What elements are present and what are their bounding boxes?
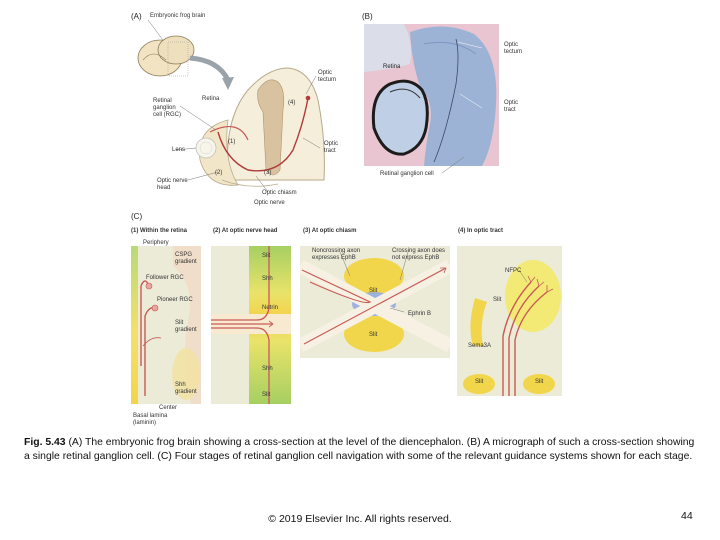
- s2-netrin: Netrin: [262, 305, 279, 311]
- label-n4: (4): [288, 100, 296, 106]
- s2-shh-top: Shh: [262, 276, 273, 282]
- s3-crossing: Crossing axon does not express EphB: [392, 248, 446, 261]
- stage-2-diagram: [211, 246, 291, 404]
- s1-center: Center: [159, 405, 178, 411]
- s2-slit-top: Slit: [262, 253, 271, 259]
- label-embryonic-frog-brain: Embryonic frog brain: [150, 13, 206, 19]
- retina-band: [373, 81, 427, 154]
- label-n3: (3): [264, 170, 272, 176]
- s3-slit-top: Slit: [369, 288, 378, 294]
- label-n1: (1): [228, 139, 236, 145]
- label-retina: Retina: [202, 96, 220, 102]
- stage-3-diagram: [300, 246, 450, 358]
- s4-slit-right: Slit: [535, 379, 544, 385]
- panel-a-letter: (A): [131, 12, 142, 21]
- s1-pioneer: Pioneer RGC: [157, 297, 193, 303]
- s1-slit-gradient: Slit gradient: [175, 320, 197, 333]
- label-optic-nerve: Optic nerve: [254, 200, 285, 206]
- s1-cspg: CSPG gradient: [175, 252, 197, 265]
- label-n2: (2): [215, 170, 223, 176]
- stage-2-title: (2) At optic nerve head: [213, 228, 278, 234]
- figure-caption: [24, 436, 696, 464]
- label-optic-tectum-b: Optic tectum: [504, 42, 523, 55]
- label-optic-tract-b: Optic tract: [504, 100, 519, 113]
- label-optic-tract-a: Optic tract: [324, 141, 339, 154]
- stage-1-title: (1) Within the retina: [131, 228, 187, 234]
- label-optic-tectum-a: Optic tectum: [318, 70, 337, 83]
- s3-ephrin: Ephrin B: [408, 311, 432, 317]
- s2-shh-bot: Shh: [262, 366, 273, 372]
- copyright-footer: © 2019 Elsevier Inc. All rights reserved.: [268, 513, 452, 525]
- label-optic-chiasm: Optic chiasm: [262, 190, 297, 196]
- rgc-b-leader: [440, 155, 470, 175]
- caption-figure-number: Fig. 5.43: [24, 437, 66, 448]
- panel-c-letter: (C): [131, 212, 143, 221]
- s3-noncrossing: Noncrossing axon expresses EphB: [312, 248, 361, 261]
- s2-slit-bot: Slit: [262, 392, 271, 398]
- s1-shh-gradient: Shh gradient: [175, 382, 197, 395]
- page-number: 44: [681, 510, 693, 522]
- caption-text: (A) The embryonic frog brain showing a cross-section at the level of the diencephalon. (B) A micrograph of such a cross-section showing a single retinal ganglion cell. (C) Four stages of retinal ganglion cell navigation with some of the relevant guidance systems shown for each stage.: [24, 437, 695, 462]
- s1-periphery: Periphery: [143, 240, 169, 246]
- s1-basal-lamina: Basal lamina (laminin): [133, 413, 168, 426]
- stage-4-title: (4) In optic tract: [458, 228, 504, 234]
- label-retina-b: Retina: [383, 64, 401, 70]
- s3-slit-bot: Slit: [369, 332, 378, 338]
- label-rgc-b: Retinal ganglion cell: [380, 171, 434, 177]
- s4-slit-left: Slit: [475, 379, 484, 385]
- label-rgc: Retinal ganglion cell (RGC): [153, 98, 181, 118]
- s4-nfpc: NFPC: [505, 268, 522, 274]
- s4-slit-side: Slit: [493, 297, 502, 303]
- panel-b-micrograph: [364, 24, 499, 166]
- lens: [196, 138, 216, 158]
- s1-follower: Follower RGC: [146, 275, 184, 281]
- panel-b-letter: (B): [362, 12, 373, 21]
- label-optic-nerve-head: Optic nerve head: [157, 178, 188, 191]
- stage-3-title: (3) At optic chiasm: [303, 228, 357, 234]
- s4-sema3a: Sema3A: [468, 343, 492, 349]
- label-lens: Lens: [172, 147, 186, 153]
